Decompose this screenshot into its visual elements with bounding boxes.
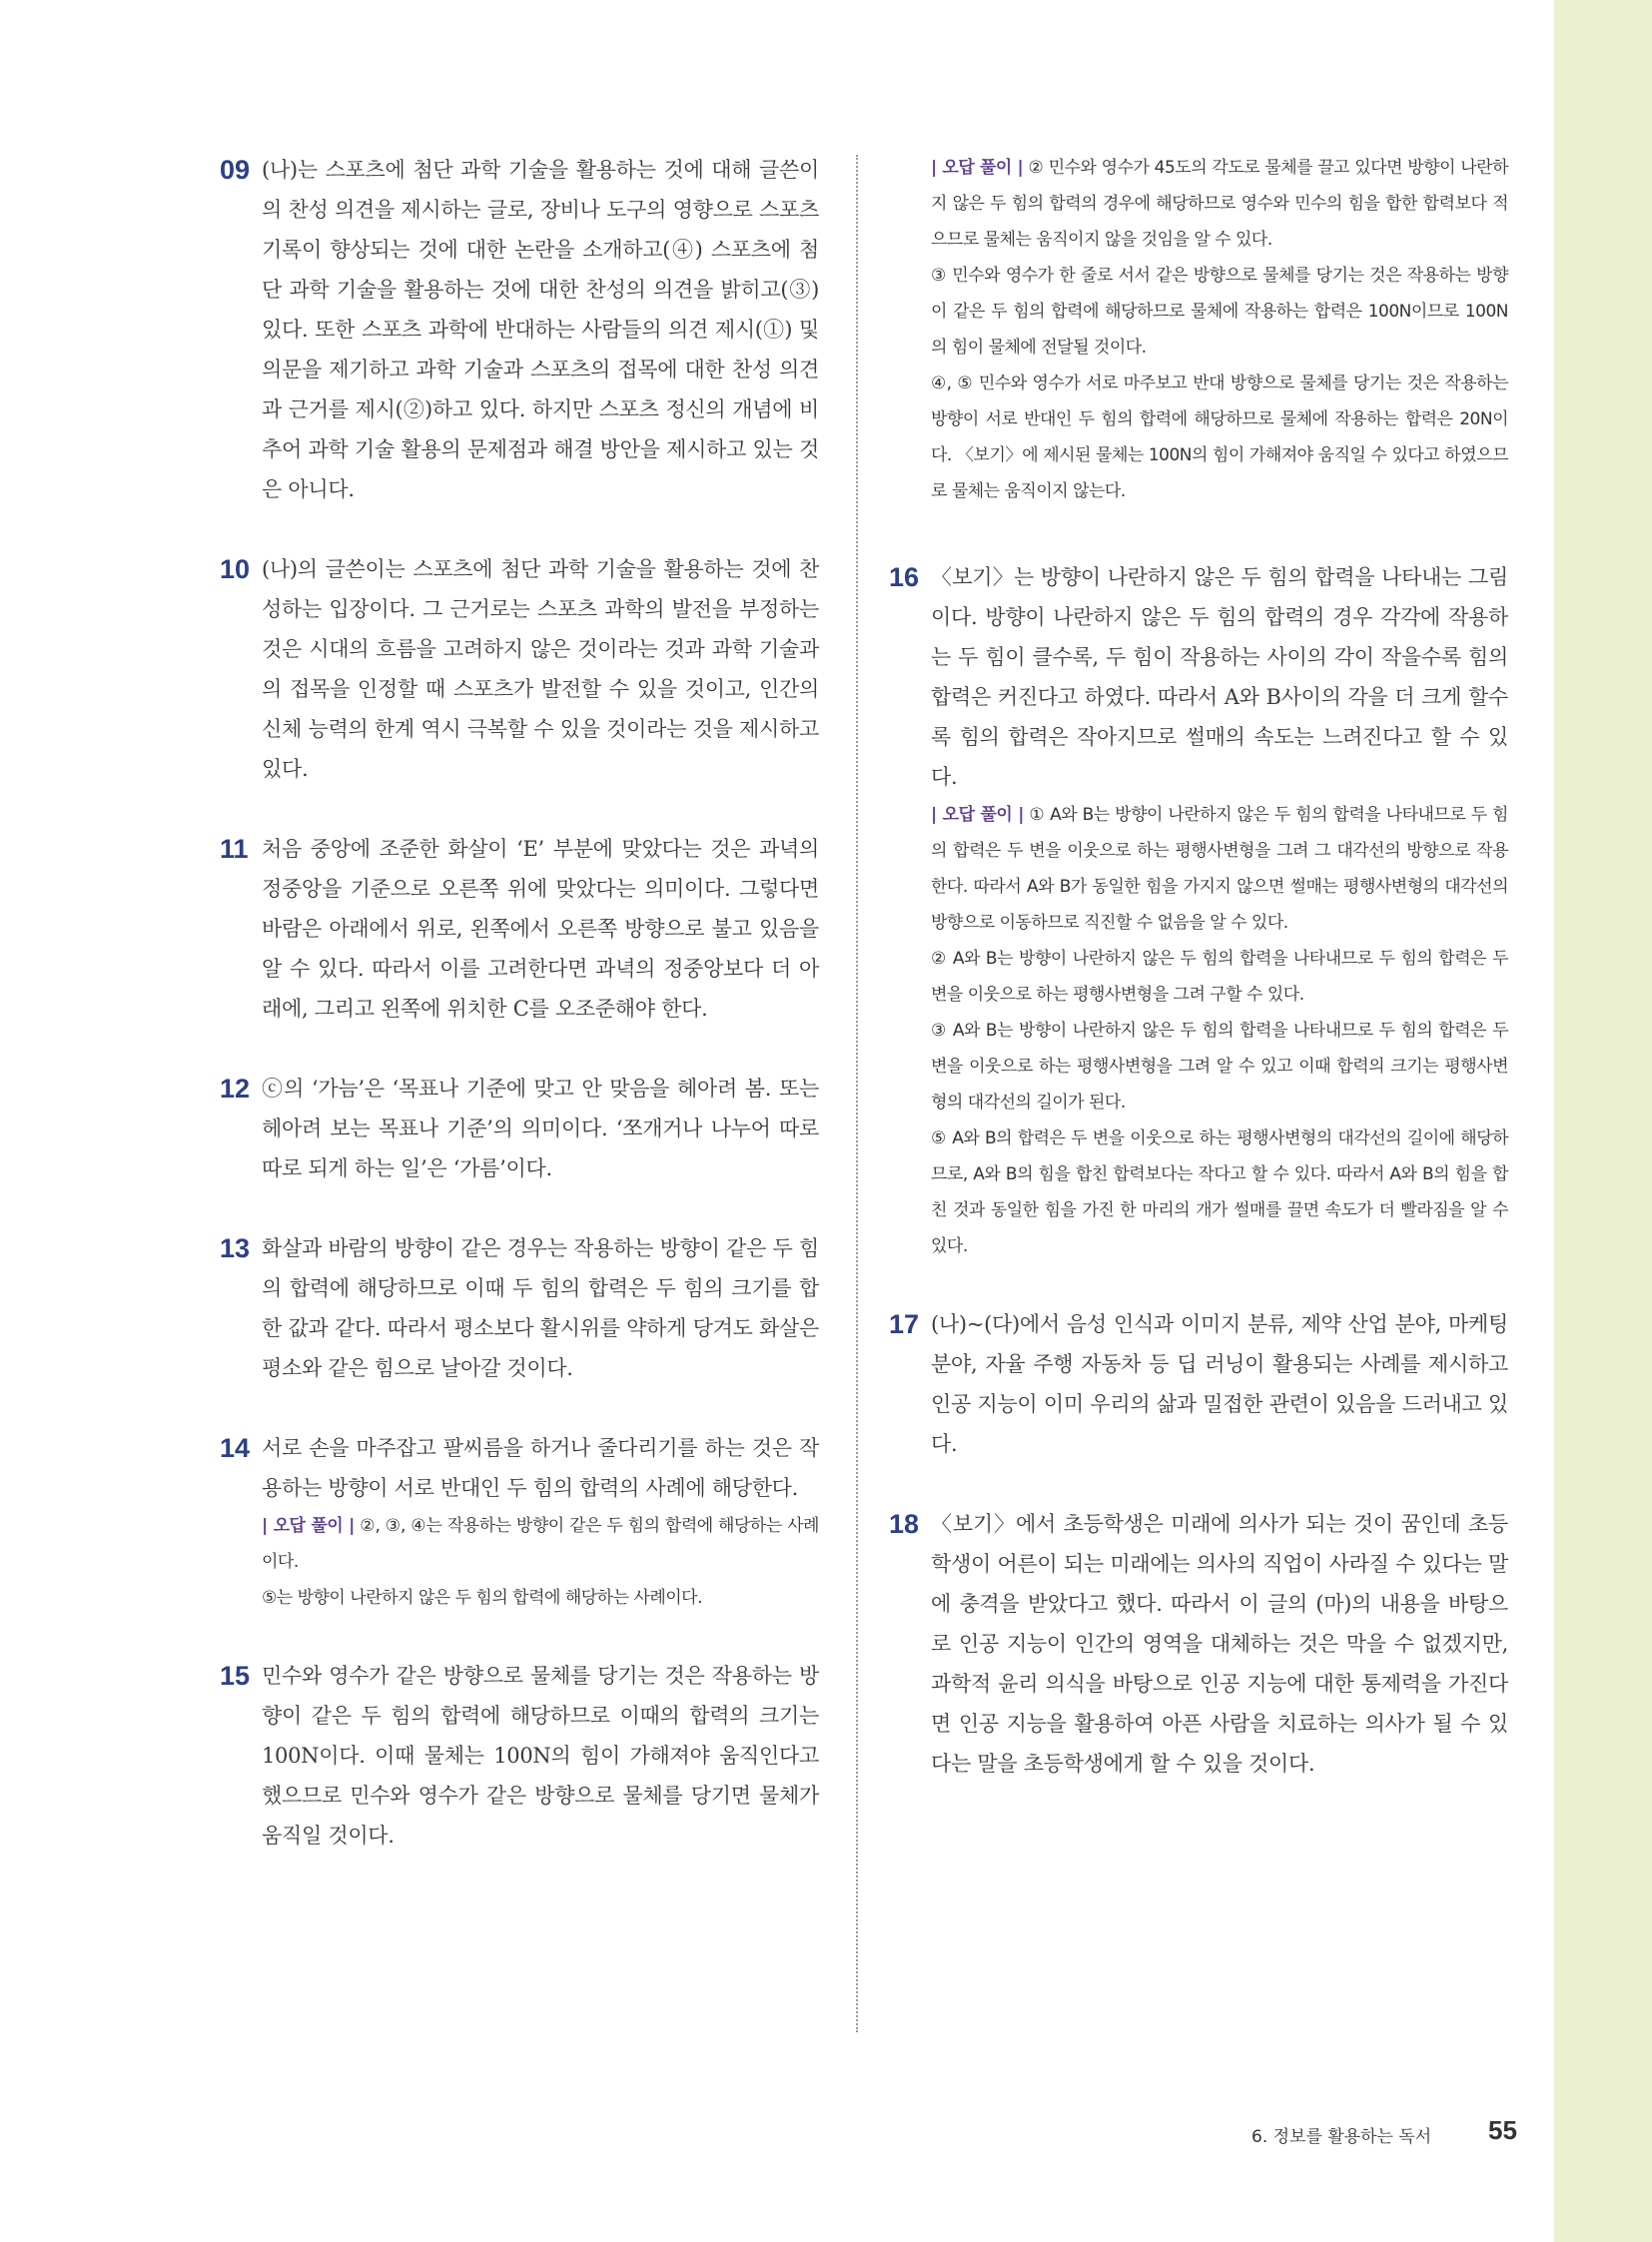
page-number: 55 (1488, 2115, 1517, 2145)
wrong-answer-note (931, 150, 1508, 258)
wrong-answer-note: ⑤는 방향이 나란하지 않은 두 힘의 합력에 해당하는 사례이다. (262, 1588, 703, 1608)
question-number: 09 (220, 155, 251, 185)
wrong-answer-text: ②, ③, ④는 작용하는 방향이 같은 두 힘의 합력에 해당하는 사례이다. (262, 1516, 819, 1572)
footer-section-title: 6. 정보를 활용하는 독서 (1251, 2127, 1432, 2147)
answer-15 (220, 1656, 819, 1856)
answer-09 (220, 150, 819, 509)
answer-17 (889, 1304, 1508, 1464)
answer-text: ⓒ의 ‘가늠’은 ‘목표나 기준에 맞고 안 맞음을 헤아려 봄. 또는 헤아려 보는 목표나 기준’의 의미이다. ‘쪼개거나 나누어 따로따로 되게 하는 일’은 ‘가름’이다. (262, 1077, 819, 1180)
wrong-answer-note: ② A와 B는 방향이 나란하지 않은 두 힘의 합력을 나타내므로 두 힘의 합력은 두 변을 이웃으로 하는 평행사변형을 그려 구할 수 있다. (931, 949, 1508, 1005)
wrong-answer-text: ① A와 B는 방향이 나란하지 않은 두 힘의 합력을 나타내므로 두 힘의 합력은 두 변을 이웃으로 하는 평행사변형을 그려 그 대각선의 방향으로 작용한다. 따라서 A와 B가 동일한 힘을 가지지 않으면 썰매는 평행사변형의 대각선의 방향으로 이동하므로 직진할 수 없음을 알 수 있다. (931, 805, 1508, 933)
side-color-band (1554, 0, 1652, 2242)
wrong-answer-label: | 오답 풀이 | (262, 1516, 355, 1536)
answer-11 (220, 829, 819, 1029)
left-column (220, 150, 819, 1856)
wrong-answer-note: ④, ⑤ 민수와 영수가 서로 마주보고 반대 방향으로 물체를 당기는 것은 작용하는 방향이 서로 반대인 두 힘의 합력에 해당하므로 물체에 작용하는 합력은 20N이다. 〈보기〉에 제시된 물체는 100N의 힘이 가해져야 움직일 수 있다고 하였으므로 물체는 움직이지 않는다. (931, 374, 1508, 501)
wrong-answer-text: ② 민수와 영수가 45도의 각도로 물체를 끌고 있다면 방향이 나란하지 않은 두 힘의 합력의 경우에 해당하므로 영수와 민수의 힘을 합한 합력보다 적으므로 물체는 움직이지 않을 것임을 알 수 있다. (931, 158, 1508, 250)
answer-14 (220, 1428, 819, 1616)
answer-text: 서로 손을 마주잡고 팔씨름을 하거나 줄다리기를 하는 것은 작용하는 방향이 서로 반대인 두 힘의 합력의 사례에 해당한다. (262, 1436, 819, 1500)
wrong-answer-note (262, 1508, 819, 1580)
wrong-answer-label: | 오답 풀이 | (931, 805, 1024, 825)
answer-16 (889, 557, 1508, 1264)
answer-18 (889, 1504, 1508, 1784)
answer-text: 〈보기〉는 방향이 나란하지 않은 두 힘의 합력을 나타내는 그림이다. 방향이 나란하지 않은 두 힘의 합력의 경우 각각에 작용하는 두 힘이 클수록, 두 힘이 작용하는 사이의 각이 작을수록 힘의 합력은 커진다고 하였다. 따라서 A와 B사이의 각을 더 크게 할수록 힘의 합력은 작아지므로 썰매의 속도는 느려진다고 할 수 있다. (931, 565, 1508, 789)
answer-15-wrong-notes (889, 150, 1508, 509)
answer-text: (나)는 스포츠에 첨단 과학 기술을 활용하는 것에 대해 글쓴이의 찬성 의견을 제시하는 글로, 장비나 도구의 영향으로 스포츠 기록이 향상되는 것에 대한 논란을 소개하고(④) 스포츠에 첨단 과학 기술을 활용하는 것에 대한 찬성의 의견을 밝히고(③) 있다. 또한 스포츠 과학에 반대하는 사람들의 의견 제시(①) 및 의문을 제기하고 과학 기술과 스포츠의 접목에 대한 찬성 의견과 근거를 제시(②)하고 있다. 하지만 스포츠 정신의 개념에 비추어 과학 기술 활용의 문제점과 해결 방안을 제시하고 있는 것은 아니다. (262, 158, 819, 501)
answer-13 (220, 1228, 819, 1388)
answer-12 (220, 1069, 819, 1188)
question-number: 15 (220, 1661, 251, 1691)
question-number: 14 (220, 1433, 251, 1463)
question-number: 13 (220, 1233, 251, 1263)
answer-text: (나)의 글쓴이는 스포츠에 첨단 과학 기술을 활용하는 것에 찬성하는 입장이다. 그 근거로는 스포츠 과학의 발전을 부정하는 것은 시대의 흐름을 고려하지 않은 것이라는 것과 과학 기술과의 접목을 인정할 때 스포츠가 발전할 수 있을 것이고, 인간의 신체 능력의 한계 역시 극복할 수 있을 것이라는 것을 제시하고 있다. (262, 557, 819, 781)
answer-text: 처음 중앙에 조준한 화살이 ‘E’ 부분에 맞았다는 것은 과녁의 정중앙을 기준으로 오른쪽 위에 맞았다는 의미이다. 그렇다면 바람은 아래에서 위로, 왼쪽에서 오른쪽 방향으로 불고 있음을 알 수 있다. 따라서 이를 고려한다면 과녁의 정중앙보다 더 아래에, 그리고 왼쪽에 위치한 C를 오조준해야 한다. (262, 837, 819, 1021)
right-column (889, 150, 1508, 1784)
question-number: 17 (889, 1309, 920, 1339)
question-number: 12 (220, 1074, 251, 1104)
question-number: 10 (220, 554, 251, 584)
question-number: 11 (220, 834, 249, 864)
wrong-answer-note: ③ A와 B는 방향이 나란하지 않은 두 힘의 합력을 나타내므로 두 힘의 합력은 두 변을 이웃으로 하는 평행사변형을 그려 알 수 있고 이때 합력의 크기는 평행사변형의 대각선의 길이가 된다. (931, 1021, 1508, 1113)
question-number: 16 (889, 562, 920, 592)
wrong-answer-label: | 오답 풀이 | (931, 158, 1024, 178)
wrong-answer-note: ⑤ A와 B의 합력은 두 변을 이웃으로 하는 평행사변형의 대각선의 길이에 해당하므로, A와 B의 힘을 합친 합력보다는 작다고 할 수 있다. 따라서 A와 B의 힘을 합친 것과 동일한 힘을 가진 한 마리의 개가 썰매를 끌면 속도가 더 빨라짐을 알 수 있다. (931, 1128, 1508, 1256)
answer-text: (나)~(다)에서 음성 인식과 이미지 분류, 제약 산업 분야, 마케팅 분야, 자율 주행 자동차 등 딥 러닝이 활용되는 사례를 제시하고 인공 지능이 이미 우리의 삶과 밀접한 관련이 있음을 드러내고 있다. (931, 1312, 1508, 1456)
question-number: 18 (889, 1509, 920, 1539)
answer-text: 민수와 영수가 같은 방향으로 물체를 당기는 것은 작용하는 방향이 같은 두 힘의 합력에 해당하므로 이때의 합력의 크기는 100N이다. 이때 물체는 100N의 힘이 가해져야 움직인다고 했으므로 민수와 영수가 같은 방향으로 물체를 당기면 물체가 움직일 것이다. (262, 1664, 819, 1848)
answer-text: 화살과 바람의 방향이 같은 경우는 작용하는 방향이 같은 두 힘의 합력에 해당하므로 이때 두 힘의 합력은 두 힘의 크기를 합한 값과 같다. 따라서 평소보다 활시위를 약하게 당겨도 화살은 평소와 같은 힘으로 날아갈 것이다. (262, 1236, 819, 1380)
wrong-answer-note (931, 797, 1508, 941)
column-divider (856, 155, 858, 2032)
answer-10 (220, 549, 819, 789)
answer-text: 〈보기〉에서 초등학생은 미래에 의사가 되는 것이 꿈인데 초등학생이 어른이 되는 미래에는 의사의 직업이 사라질 수 있다는 말에 충격을 받았다고 했다. 따라서 이 글의 (마)의 내용을 바탕으로 인공 지능이 인간의 영역을 대체하는 것은 막을 수 없겠지만, 과학적 윤리 의식을 바탕으로 인공 지능에 대한 통제력을 가진다면 인공 지능을 활용하여 아픈 사람을 치료하는 의사가 될 수 있다는 말을 초등학생에게 할 수 있을 것이다. (931, 1512, 1508, 1776)
wrong-answer-note: ③ 민수와 영수가 한 줄로 서서 같은 방향으로 물체를 당기는 것은 작용하는 방향이 같은 두 힘의 합력에 해당하므로 물체에 작용하는 합력은 100N이므로 100N의 힘이 물체에 전달될 것이다. (931, 266, 1508, 358)
